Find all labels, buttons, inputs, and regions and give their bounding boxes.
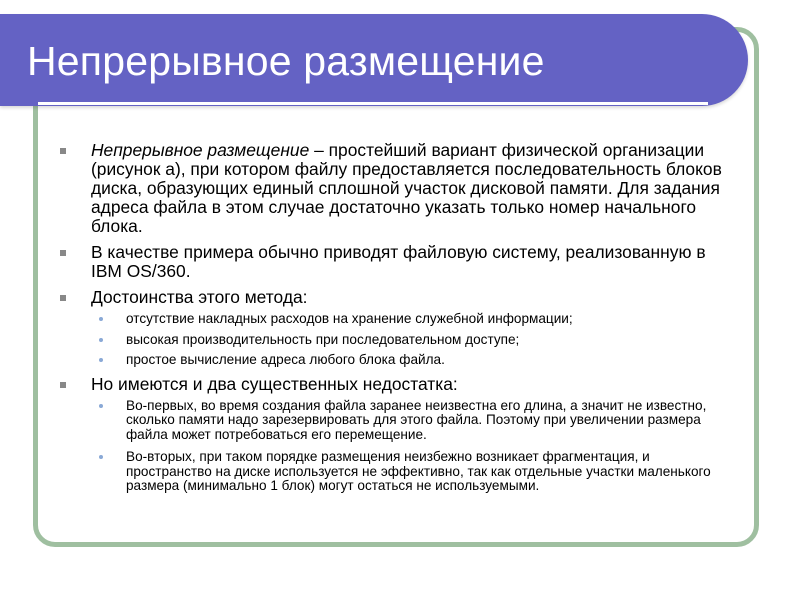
bullet-item (58, 375, 723, 394)
bullet-text: Достоинства этого метода: (91, 287, 308, 307)
sub-bullet-text: простое вычисление адреса любого блока файла. (126, 352, 445, 367)
sub-bullet-text: отсутствие накладных расходов на хранение служебной информации; (126, 311, 573, 326)
square-bullet-icon (60, 295, 66, 301)
square-bullet-icon (60, 148, 66, 154)
slide-title: Непрерывное размещение (27, 38, 545, 84)
bullet-item (58, 243, 723, 281)
round-bullet-icon (99, 404, 103, 408)
sub-bullet-item (58, 399, 723, 443)
round-bullet-icon (99, 358, 103, 362)
sub-bullet-text: высокая производительность при последовательном доступе; (126, 331, 520, 347)
sub-bullet-item (58, 333, 723, 348)
square-bullet-icon (60, 382, 66, 388)
bullet-term: Непрерывное размещение (91, 140, 310, 160)
title-underline (38, 102, 708, 105)
bullet-text: – простейший вариант физической организации (рисунок а), при котором файлу предоставляется последовательность блоков диска, образующих единый сплошной участок дисковой памяти. Для задания адреса файла в этом случае достаточно указать только номер начального блока. (91, 140, 722, 236)
bullet-item (58, 141, 723, 236)
bullet-text: В качестве примера обычно приводят файловую систему, реализованную в IBM OS/360. (91, 242, 706, 281)
round-bullet-icon (99, 338, 103, 342)
sub-bullet-text: Во-вторых, при таком порядке размещения неизбежно возникает фрагментация, и пространство на диске используется не эффективно, так как отдельные участки маленького размера (минимально 1 блок) могут остаться не используемыми. (126, 449, 711, 493)
slide-content (58, 141, 723, 500)
bullet-text: Но имеются и два существенных недостатка: (91, 373, 458, 394)
round-bullet-icon (99, 455, 103, 459)
sub-bullet-item (58, 353, 723, 368)
sub-bullet-item (58, 450, 723, 494)
sub-bullet-item (58, 312, 723, 327)
square-bullet-icon (60, 250, 66, 256)
sub-bullet-text: Во-первых, во время создания файла заранее неизвестна его длина, а значит не известно, сколько памяти надо зарезервировать для этого файла. Поэтому при увеличении размера файла может потребоваться его перемещение. (126, 397, 707, 442)
round-bullet-icon (99, 317, 103, 321)
bullet-item (58, 288, 723, 307)
